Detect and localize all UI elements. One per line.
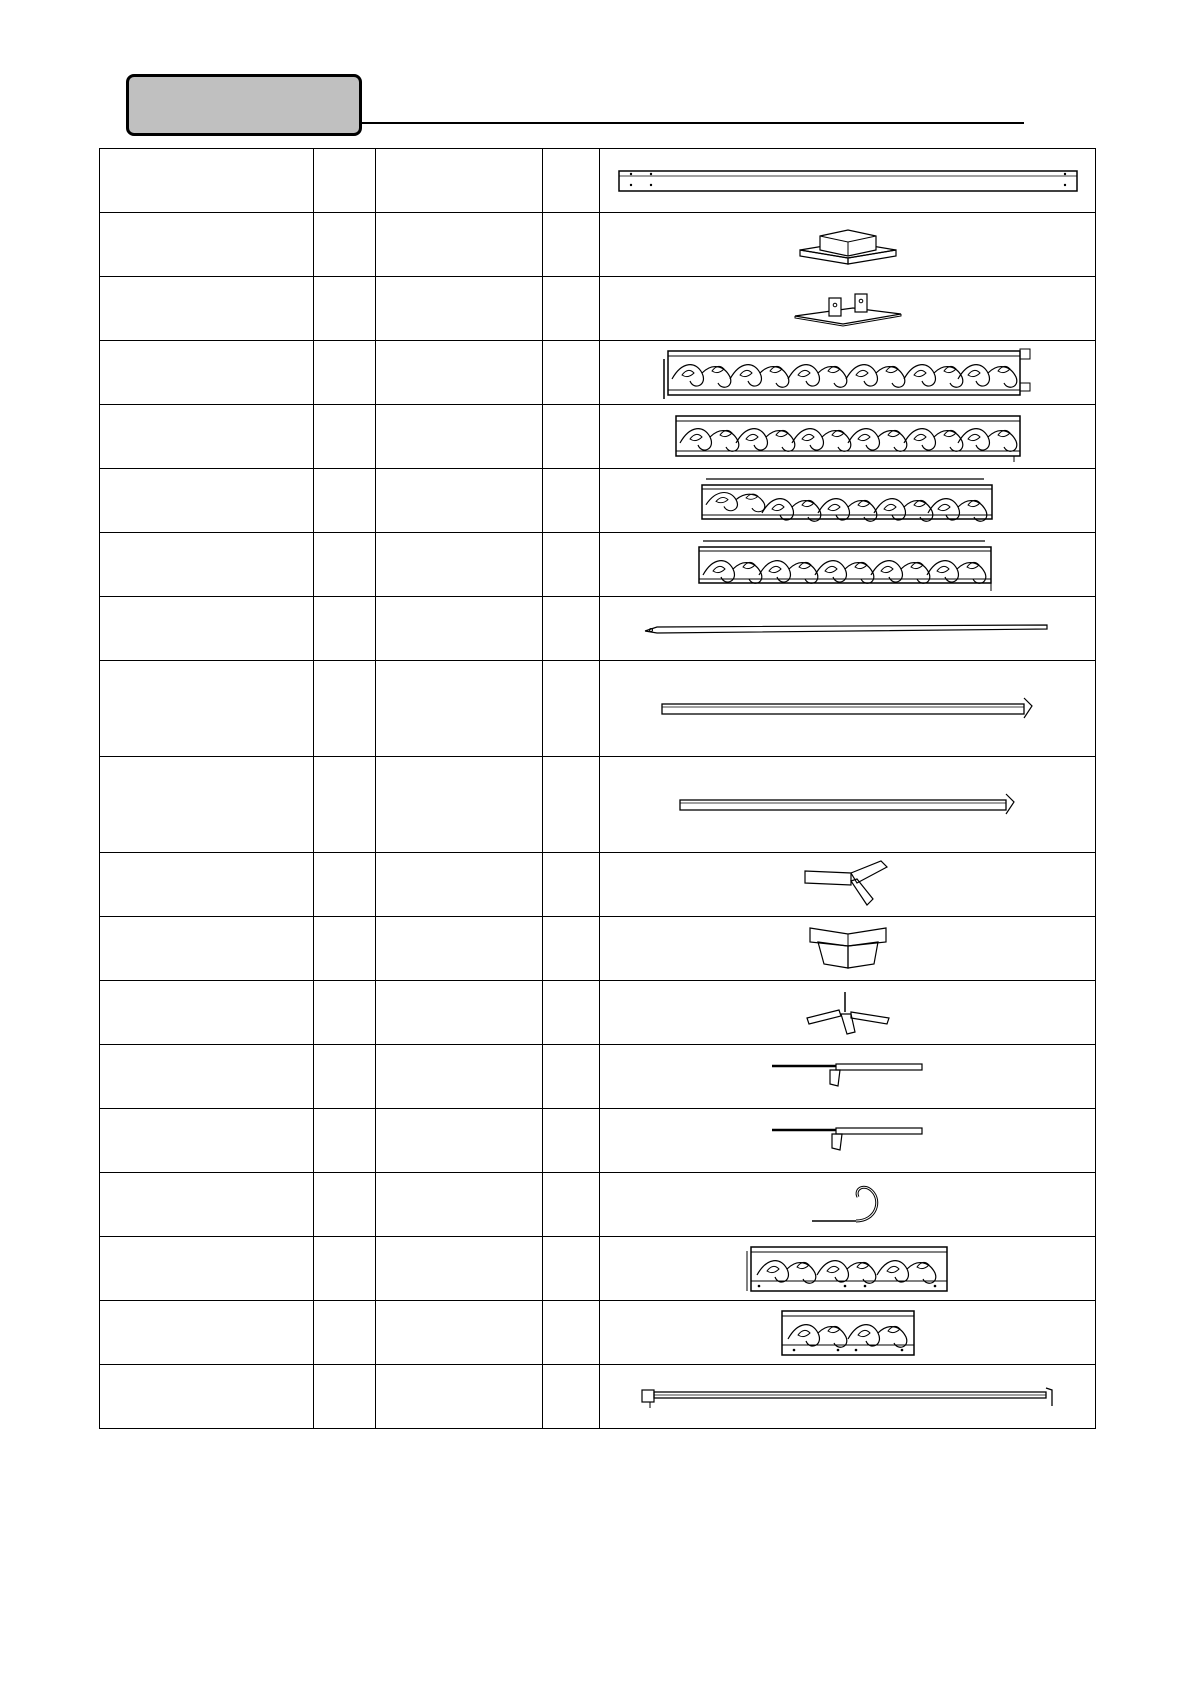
part-name-cell (100, 1365, 314, 1429)
part-qty-cell (543, 917, 600, 981)
part-spec-cell (376, 213, 543, 277)
part-name-cell (100, 1173, 314, 1237)
part-name-cell (100, 1109, 314, 1173)
decorative-panel-short-drawing (745, 1243, 951, 1295)
table-row (100, 213, 1096, 277)
part-spec-cell (376, 1237, 543, 1301)
table-row (100, 149, 1096, 213)
part-drawing-cell (600, 917, 1096, 981)
part-qty-cell (543, 1045, 600, 1109)
table-row (100, 469, 1096, 533)
part-qty-cell (543, 981, 600, 1045)
table-row (100, 341, 1096, 405)
thin-rod-drawing (643, 619, 1053, 639)
decorative-panel-small-drawing (778, 1307, 918, 1359)
part-qty-cell (543, 1173, 600, 1237)
part-drawing-cell (600, 469, 1096, 533)
corner-bracket-drawing (808, 924, 888, 974)
part-drawing-cell (600, 597, 1096, 661)
hook-drawing (810, 1181, 886, 1229)
part-drawing-cell (600, 757, 1096, 853)
part-number-cell (314, 341, 376, 405)
part-name-cell (100, 917, 314, 981)
part-name-cell (100, 981, 314, 1045)
part-number-cell (314, 661, 376, 757)
square-tube-medium-drawing (678, 790, 1018, 820)
part-drawing-cell (600, 1109, 1096, 1173)
part-spec-cell (376, 1173, 543, 1237)
part-spec-cell (376, 1365, 543, 1429)
rail-bar-drawing (638, 1382, 1058, 1412)
part-qty-cell (543, 405, 600, 469)
table-row (100, 981, 1096, 1045)
part-name-cell (100, 757, 314, 853)
part-name-cell (100, 1301, 314, 1365)
part-name-cell (100, 149, 314, 213)
part-drawing-cell (600, 405, 1096, 469)
section-header-tab (126, 74, 362, 136)
part-drawing-cell (600, 661, 1096, 757)
part-qty-cell (543, 149, 600, 213)
table-row (100, 1237, 1096, 1301)
part-name-cell (100, 1045, 314, 1109)
part-number-cell (314, 469, 376, 533)
part-name-cell (100, 1237, 314, 1301)
part-spec-cell (376, 1109, 543, 1173)
part-number-cell (314, 1109, 376, 1173)
square-tube-long-drawing (660, 694, 1036, 724)
table-row (100, 661, 1096, 757)
table-row (100, 1109, 1096, 1173)
part-drawing-cell (600, 1045, 1096, 1109)
part-name-cell (100, 277, 314, 341)
part-qty-cell (543, 661, 600, 757)
part-number-cell (314, 853, 376, 917)
part-spec-cell (376, 277, 543, 341)
part-drawing-cell (600, 149, 1096, 213)
part-number-cell (314, 1045, 376, 1109)
part-spec-cell (376, 981, 543, 1045)
table-row (100, 853, 1096, 917)
part-drawing-cell (600, 277, 1096, 341)
part-qty-cell (543, 1237, 600, 1301)
part-drawing-cell (600, 853, 1096, 917)
part-drawing-cell (600, 1365, 1096, 1429)
part-qty-cell (543, 533, 600, 597)
part-spec-cell (376, 149, 543, 213)
part-number-cell (314, 1365, 376, 1429)
part-drawing-cell (600, 213, 1096, 277)
part-number-cell (314, 213, 376, 277)
part-spec-cell (376, 1301, 543, 1365)
part-spec-cell (376, 533, 543, 597)
part-spec-cell (376, 917, 543, 981)
part-spec-cell (376, 1045, 543, 1109)
table-row (100, 1173, 1096, 1237)
part-qty-cell (543, 277, 600, 341)
part-drawing-cell (600, 1173, 1096, 1237)
part-number-cell (314, 1301, 376, 1365)
decorative-panel-long-b-drawing (672, 410, 1024, 464)
part-number-cell (314, 1173, 376, 1237)
part-spec-cell (376, 405, 543, 469)
part-spec-cell (376, 853, 543, 917)
part-number-cell (314, 1237, 376, 1301)
decorative-panel-long-a-drawing (662, 345, 1034, 401)
part-drawing-cell (600, 341, 1096, 405)
table-row (100, 917, 1096, 981)
part-qty-cell (543, 1301, 600, 1365)
part-number-cell (314, 597, 376, 661)
part-number-cell (314, 533, 376, 597)
y-connector-drawing (803, 859, 893, 911)
part-number-cell (314, 757, 376, 853)
part-spec-cell (376, 469, 543, 533)
part-spec-cell (376, 597, 543, 661)
part-number-cell (314, 277, 376, 341)
part-number-cell (314, 405, 376, 469)
table-row (100, 533, 1096, 597)
part-drawing-cell (600, 533, 1096, 597)
part-name-cell (100, 213, 314, 277)
part-qty-cell (543, 597, 600, 661)
part-qty-cell (543, 213, 600, 277)
three-way-connector-drawing (805, 988, 891, 1038)
base-plate-drawing (793, 286, 903, 332)
part-drawing-cell (600, 1237, 1096, 1301)
part-qty-cell (543, 853, 600, 917)
post-cap-drawing (798, 222, 898, 268)
part-qty-cell (543, 341, 600, 405)
part-spec-cell (376, 341, 543, 405)
table-row (100, 757, 1096, 853)
table-row (100, 1045, 1096, 1109)
part-drawing-cell (600, 981, 1096, 1045)
part-number-cell (314, 981, 376, 1045)
part-name-cell (100, 853, 314, 917)
part-name-cell (100, 405, 314, 469)
part-qty-cell (543, 469, 600, 533)
decorative-panel-medium-b-drawing (695, 537, 1001, 593)
support-arm-a-drawing (770, 1058, 926, 1096)
part-number-cell (314, 149, 376, 213)
part-name-cell (100, 661, 314, 757)
part-number-cell (314, 917, 376, 981)
part-name-cell (100, 469, 314, 533)
part-spec-cell (376, 757, 543, 853)
part-spec-cell (376, 661, 543, 757)
table-row (100, 1301, 1096, 1365)
part-qty-cell (543, 1109, 600, 1173)
part-qty-cell (543, 757, 600, 853)
table-row (100, 1365, 1096, 1429)
support-arm-b-drawing (770, 1122, 926, 1160)
header-rule (362, 122, 1024, 124)
part-name-cell (100, 533, 314, 597)
part-name-cell (100, 597, 314, 661)
part-qty-cell (543, 1365, 600, 1429)
table-row (100, 405, 1096, 469)
part-drawing-cell (600, 1301, 1096, 1365)
parts-list-table (99, 148, 1096, 1429)
table-row (100, 277, 1096, 341)
part-name-cell (100, 341, 314, 405)
long-beam-drawing (613, 161, 1083, 201)
decorative-panel-medium-a-drawing (698, 475, 998, 527)
table-row (100, 597, 1096, 661)
